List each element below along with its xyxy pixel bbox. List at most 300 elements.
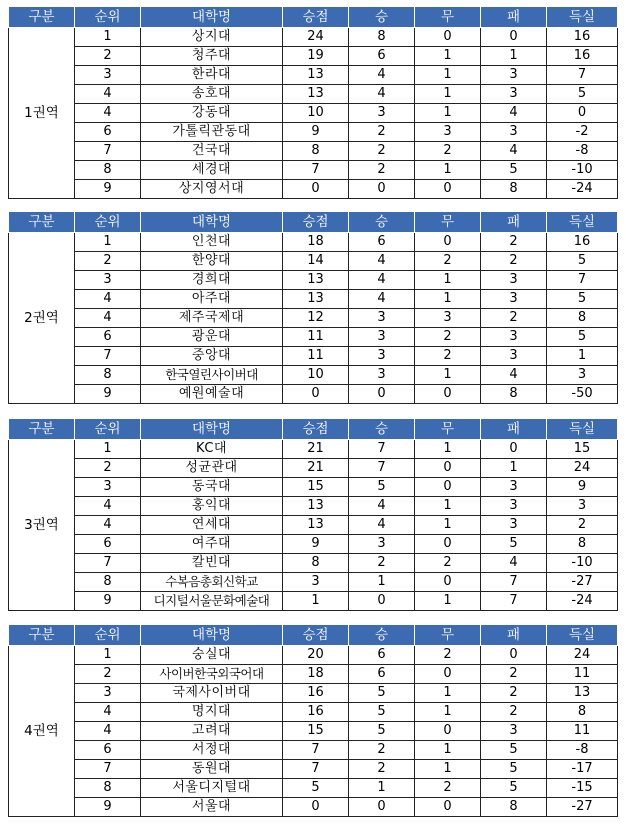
header-losses: 패 (481, 625, 547, 646)
losses-cell: 3 (481, 123, 547, 142)
losses-cell: 2 (481, 309, 547, 328)
goal-diff-cell: 5 (547, 328, 618, 347)
draws-cell: 1 (415, 516, 481, 535)
rank-cell: 1 (75, 440, 141, 459)
draws-cell: 2 (415, 252, 481, 271)
rank-cell: 9 (75, 592, 141, 611)
goal-diff-cell: 8 (547, 309, 618, 328)
draws-cell: 0 (415, 798, 481, 817)
rank-cell: 6 (75, 328, 141, 347)
university-cell: 국제사이버대 (141, 684, 283, 703)
university-cell: 동원대 (141, 760, 283, 779)
university-cell: 송호대 (141, 85, 283, 104)
draws-cell: 0 (415, 385, 481, 404)
goal-diff-cell: 9 (547, 478, 618, 497)
university-cell: 연세대 (141, 516, 283, 535)
draws-cell: 1 (415, 66, 481, 85)
goal-diff-cell: 8 (547, 703, 618, 722)
header-rank: 순위 (75, 7, 141, 28)
losses-cell: 4 (481, 366, 547, 385)
losses-cell: 3 (481, 497, 547, 516)
header-draws: 무 (415, 7, 481, 28)
university-cell: 수복음총회신학교 (141, 573, 283, 592)
table-row (9, 703, 618, 722)
rank-cell: 2 (75, 459, 141, 478)
rank-cell: 2 (75, 665, 141, 684)
rank-cell: 7 (75, 554, 141, 573)
losses-cell: 5 (481, 535, 547, 554)
table-row (9, 123, 618, 142)
points-cell: 13 (283, 497, 349, 516)
wins-cell: 3 (349, 309, 415, 328)
losses-cell: 5 (481, 741, 547, 760)
points-cell: 10 (283, 104, 349, 123)
draws-cell: 0 (415, 459, 481, 478)
draws-cell: 2 (415, 554, 481, 573)
header-losses: 패 (481, 7, 547, 28)
losses-cell: 7 (481, 592, 547, 611)
rank-cell: 9 (75, 180, 141, 199)
table-row (9, 554, 618, 573)
wins-cell: 0 (349, 385, 415, 404)
draws-cell: 0 (415, 180, 481, 199)
goal-diff-cell: 16 (547, 47, 618, 66)
wins-cell: 3 (349, 104, 415, 123)
draws-cell: 0 (415, 233, 481, 252)
wins-cell: 4 (349, 497, 415, 516)
wins-cell: 0 (349, 798, 415, 817)
rank-cell: 8 (75, 161, 141, 180)
rank-cell: 9 (75, 385, 141, 404)
table-row (9, 741, 618, 760)
table-row (9, 161, 618, 180)
rank-cell: 3 (75, 684, 141, 703)
points-cell: 13 (283, 290, 349, 309)
draws-cell: 0 (415, 28, 481, 47)
table-row (9, 271, 618, 290)
university-cell: 가톨릭관동대 (141, 123, 283, 142)
rank-cell: 8 (75, 779, 141, 798)
table-row (9, 66, 618, 85)
points-cell: 13 (283, 85, 349, 104)
points-cell: 13 (283, 271, 349, 290)
points-cell: 3 (283, 573, 349, 592)
university-cell: 중앙대 (141, 347, 283, 366)
draws-cell: 1 (415, 290, 481, 309)
draws-cell: 2 (415, 646, 481, 665)
points-cell: 18 (283, 665, 349, 684)
university-cell: 청주대 (141, 47, 283, 66)
table-row (9, 180, 618, 199)
losses-cell: 3 (481, 271, 547, 290)
group-label: 2권역 (9, 233, 75, 404)
table-row (9, 440, 618, 459)
university-cell: 칼빈대 (141, 554, 283, 573)
wins-cell: 3 (349, 347, 415, 366)
draws-cell: 1 (415, 161, 481, 180)
university-cell: 고려대 (141, 722, 283, 741)
table-header-row (9, 7, 618, 28)
losses-cell: 3 (481, 516, 547, 535)
header-points: 승점 (283, 625, 349, 646)
points-cell: 1 (283, 592, 349, 611)
rank-cell: 7 (75, 760, 141, 779)
header-wins: 승 (349, 625, 415, 646)
header-wins: 승 (349, 419, 415, 440)
losses-cell: 1 (481, 47, 547, 66)
losses-cell: 5 (481, 161, 547, 180)
rank-cell: 3 (75, 271, 141, 290)
rank-cell: 9 (75, 798, 141, 817)
rank-cell: 6 (75, 535, 141, 554)
university-cell: 숭실대 (141, 646, 283, 665)
losses-cell: 2 (481, 252, 547, 271)
goal-diff-cell: 1 (547, 347, 618, 366)
header-losses: 패 (481, 212, 547, 233)
header-goal-diff: 득실 (547, 625, 618, 646)
university-cell: 예원예술대 (141, 385, 283, 404)
draws-cell: 2 (415, 347, 481, 366)
points-cell: 11 (283, 328, 349, 347)
university-cell: 강동대 (141, 104, 283, 123)
university-cell: 서정대 (141, 741, 283, 760)
table-row (9, 779, 618, 798)
table-row (9, 684, 618, 703)
university-cell: 사이버한국외국어대 (141, 665, 283, 684)
header-goal-diff: 득실 (547, 7, 618, 28)
header-rank: 순위 (75, 625, 141, 646)
goal-diff-cell: -15 (547, 779, 618, 798)
losses-cell: 8 (481, 385, 547, 404)
group-label: 3권역 (9, 440, 75, 611)
goal-diff-cell: 11 (547, 722, 618, 741)
wins-cell: 7 (349, 459, 415, 478)
losses-cell: 3 (481, 722, 547, 741)
rank-cell: 4 (75, 290, 141, 309)
wins-cell: 6 (349, 47, 415, 66)
table-row (9, 535, 618, 554)
draws-cell: 1 (415, 592, 481, 611)
points-cell: 9 (283, 123, 349, 142)
rank-cell: 6 (75, 741, 141, 760)
draws-cell: 1 (415, 104, 481, 123)
header-draws: 무 (415, 212, 481, 233)
table-row (9, 646, 618, 665)
wins-cell: 2 (349, 760, 415, 779)
table-row (9, 665, 618, 684)
header-rank: 순위 (75, 419, 141, 440)
rank-cell: 4 (75, 722, 141, 741)
goal-diff-cell: -27 (547, 573, 618, 592)
header-university: 대학명 (141, 419, 283, 440)
table-row (9, 28, 618, 47)
table-row (9, 573, 618, 592)
losses-cell: 3 (481, 290, 547, 309)
points-cell: 18 (283, 233, 349, 252)
university-cell: 홍익대 (141, 497, 283, 516)
draws-cell: 0 (415, 478, 481, 497)
draws-cell: 0 (415, 665, 481, 684)
points-cell: 7 (283, 760, 349, 779)
wins-cell: 0 (349, 180, 415, 199)
losses-cell: 2 (481, 703, 547, 722)
losses-cell: 0 (481, 646, 547, 665)
university-cell: 명지대 (141, 703, 283, 722)
points-cell: 13 (283, 516, 349, 535)
goal-diff-cell: 11 (547, 665, 618, 684)
table-row (9, 459, 618, 478)
wins-cell: 2 (349, 554, 415, 573)
points-cell: 15 (283, 478, 349, 497)
rank-cell: 4 (75, 497, 141, 516)
wins-cell: 6 (349, 646, 415, 665)
goal-diff-cell: -8 (547, 142, 618, 161)
points-cell: 7 (283, 161, 349, 180)
table-row (9, 142, 618, 161)
rank-cell: 1 (75, 233, 141, 252)
wins-cell: 8 (349, 28, 415, 47)
table-row (9, 47, 618, 66)
draws-cell: 1 (415, 497, 481, 516)
header-group: 구분 (9, 419, 75, 440)
draws-cell: 2 (415, 779, 481, 798)
points-cell: 21 (283, 440, 349, 459)
table-header-row (9, 419, 618, 440)
group-label: 4권역 (9, 646, 75, 817)
losses-cell: 5 (481, 760, 547, 779)
header-draws: 무 (415, 625, 481, 646)
losses-cell: 3 (481, 328, 547, 347)
goal-diff-cell: 5 (547, 85, 618, 104)
goal-diff-cell: 5 (547, 252, 618, 271)
header-points: 승점 (283, 7, 349, 28)
points-cell: 9 (283, 535, 349, 554)
wins-cell: 6 (349, 665, 415, 684)
rank-cell: 4 (75, 104, 141, 123)
points-cell: 0 (283, 385, 349, 404)
goal-diff-cell: 8 (547, 535, 618, 554)
standings-table-group-1 (8, 6, 618, 199)
wins-cell: 2 (349, 123, 415, 142)
draws-cell: 1 (415, 47, 481, 66)
table-header-row (9, 212, 618, 233)
rank-cell: 3 (75, 66, 141, 85)
rank-cell: 4 (75, 309, 141, 328)
header-university: 대학명 (141, 212, 283, 233)
standings-table-group-3 (8, 418, 618, 611)
university-cell: 한국열린사이버대 (141, 366, 283, 385)
points-cell: 24 (283, 28, 349, 47)
points-cell: 20 (283, 646, 349, 665)
wins-cell: 2 (349, 161, 415, 180)
header-wins: 승 (349, 212, 415, 233)
table-row (9, 497, 618, 516)
table-row (9, 366, 618, 385)
points-cell: 10 (283, 366, 349, 385)
header-group: 구분 (9, 625, 75, 646)
wins-cell: 4 (349, 85, 415, 104)
table-row (9, 309, 618, 328)
goal-diff-cell: 24 (547, 459, 618, 478)
wins-cell: 5 (349, 722, 415, 741)
header-wins: 승 (349, 7, 415, 28)
draws-cell: 1 (415, 271, 481, 290)
points-cell: 11 (283, 347, 349, 366)
goal-diff-cell: -2 (547, 123, 618, 142)
goal-diff-cell: 13 (547, 684, 618, 703)
losses-cell: 4 (481, 142, 547, 161)
losses-cell: 2 (481, 665, 547, 684)
table-header-row (9, 625, 618, 646)
header-draws: 무 (415, 419, 481, 440)
points-cell: 0 (283, 180, 349, 199)
draws-cell: 3 (415, 309, 481, 328)
standings-table-group-4 (8, 624, 618, 817)
goal-diff-cell: -17 (547, 760, 618, 779)
goal-diff-cell: 24 (547, 646, 618, 665)
table-row (9, 722, 618, 741)
draws-cell: 2 (415, 328, 481, 347)
goal-diff-cell: 5 (547, 290, 618, 309)
goal-diff-cell: 7 (547, 271, 618, 290)
university-cell: 광운대 (141, 328, 283, 347)
rank-cell: 8 (75, 366, 141, 385)
wins-cell: 4 (349, 66, 415, 85)
losses-cell: 3 (481, 347, 547, 366)
wins-cell: 4 (349, 290, 415, 309)
wins-cell: 6 (349, 233, 415, 252)
university-cell: 인천대 (141, 233, 283, 252)
draws-cell: 1 (415, 760, 481, 779)
goal-diff-cell: 7 (547, 66, 618, 85)
wins-cell: 4 (349, 252, 415, 271)
goal-diff-cell: 16 (547, 28, 618, 47)
table-row (9, 85, 618, 104)
losses-cell: 0 (481, 440, 547, 459)
table-row (9, 516, 618, 535)
rank-cell: 7 (75, 142, 141, 161)
wins-cell: 2 (349, 142, 415, 161)
university-cell: 상지영서대 (141, 180, 283, 199)
wins-cell: 2 (349, 741, 415, 760)
goal-diff-cell: 16 (547, 233, 618, 252)
university-cell: 성균관대 (141, 459, 283, 478)
table-row (9, 478, 618, 497)
header-goal-diff: 득실 (547, 419, 618, 440)
wins-cell: 1 (349, 779, 415, 798)
points-cell: 7 (283, 741, 349, 760)
university-cell: 경희대 (141, 271, 283, 290)
university-cell: 동국대 (141, 478, 283, 497)
wins-cell: 5 (349, 478, 415, 497)
wins-cell: 7 (349, 440, 415, 459)
losses-cell: 2 (481, 684, 547, 703)
university-cell: 상지대 (141, 28, 283, 47)
rank-cell: 1 (75, 28, 141, 47)
points-cell: 13 (283, 66, 349, 85)
rank-cell: 7 (75, 347, 141, 366)
losses-cell: 0 (481, 28, 547, 47)
losses-cell: 3 (481, 478, 547, 497)
points-cell: 8 (283, 142, 349, 161)
university-cell: 아주대 (141, 290, 283, 309)
wins-cell: 1 (349, 573, 415, 592)
table-row (9, 104, 618, 123)
rank-cell: 4 (75, 85, 141, 104)
losses-cell: 3 (481, 85, 547, 104)
draws-cell: 1 (415, 741, 481, 760)
rank-cell: 1 (75, 646, 141, 665)
losses-cell: 5 (481, 779, 547, 798)
wins-cell: 5 (349, 684, 415, 703)
points-cell: 8 (283, 554, 349, 573)
wins-cell: 0 (349, 592, 415, 611)
goal-diff-cell: -10 (547, 554, 618, 573)
rank-cell: 2 (75, 252, 141, 271)
goal-diff-cell: -27 (547, 798, 618, 817)
university-cell: 건국대 (141, 142, 283, 161)
university-cell: 제주국제대 (141, 309, 283, 328)
rank-cell: 2 (75, 47, 141, 66)
draws-cell: 3 (415, 123, 481, 142)
goal-diff-cell: -10 (547, 161, 618, 180)
goal-diff-cell: -50 (547, 385, 618, 404)
draws-cell: 2 (415, 142, 481, 161)
points-cell: 0 (283, 798, 349, 817)
university-cell: 한양대 (141, 252, 283, 271)
goal-diff-cell: 0 (547, 104, 618, 123)
draws-cell: 1 (415, 703, 481, 722)
table-row (9, 798, 618, 817)
goal-diff-cell: -24 (547, 592, 618, 611)
table-row (9, 760, 618, 779)
losses-cell: 4 (481, 104, 547, 123)
table-row (9, 252, 618, 271)
losses-cell: 8 (481, 798, 547, 817)
wins-cell: 3 (349, 366, 415, 385)
university-cell: 한라대 (141, 66, 283, 85)
goal-diff-cell: 3 (547, 497, 618, 516)
university-cell: 여주대 (141, 535, 283, 554)
points-cell: 15 (283, 722, 349, 741)
table-row (9, 233, 618, 252)
draws-cell: 1 (415, 85, 481, 104)
points-cell: 5 (283, 779, 349, 798)
rank-cell: 4 (75, 516, 141, 535)
points-cell: 19 (283, 47, 349, 66)
wins-cell: 3 (349, 535, 415, 554)
table-row (9, 592, 618, 611)
draws-cell: 0 (415, 535, 481, 554)
header-losses: 패 (481, 419, 547, 440)
header-rank: 순위 (75, 212, 141, 233)
points-cell: 16 (283, 684, 349, 703)
wins-cell: 4 (349, 516, 415, 535)
goal-diff-cell: -8 (547, 741, 618, 760)
goal-diff-cell: 15 (547, 440, 618, 459)
losses-cell: 3 (481, 66, 547, 85)
draws-cell: 0 (415, 573, 481, 592)
group-label: 1권역 (9, 28, 75, 199)
goal-diff-cell: 2 (547, 516, 618, 535)
table-row (9, 290, 618, 309)
table-row (9, 328, 618, 347)
table-row (9, 385, 618, 404)
losses-cell: 8 (481, 180, 547, 199)
header-group: 구분 (9, 7, 75, 28)
wins-cell: 5 (349, 703, 415, 722)
goal-diff-cell: -24 (547, 180, 618, 199)
